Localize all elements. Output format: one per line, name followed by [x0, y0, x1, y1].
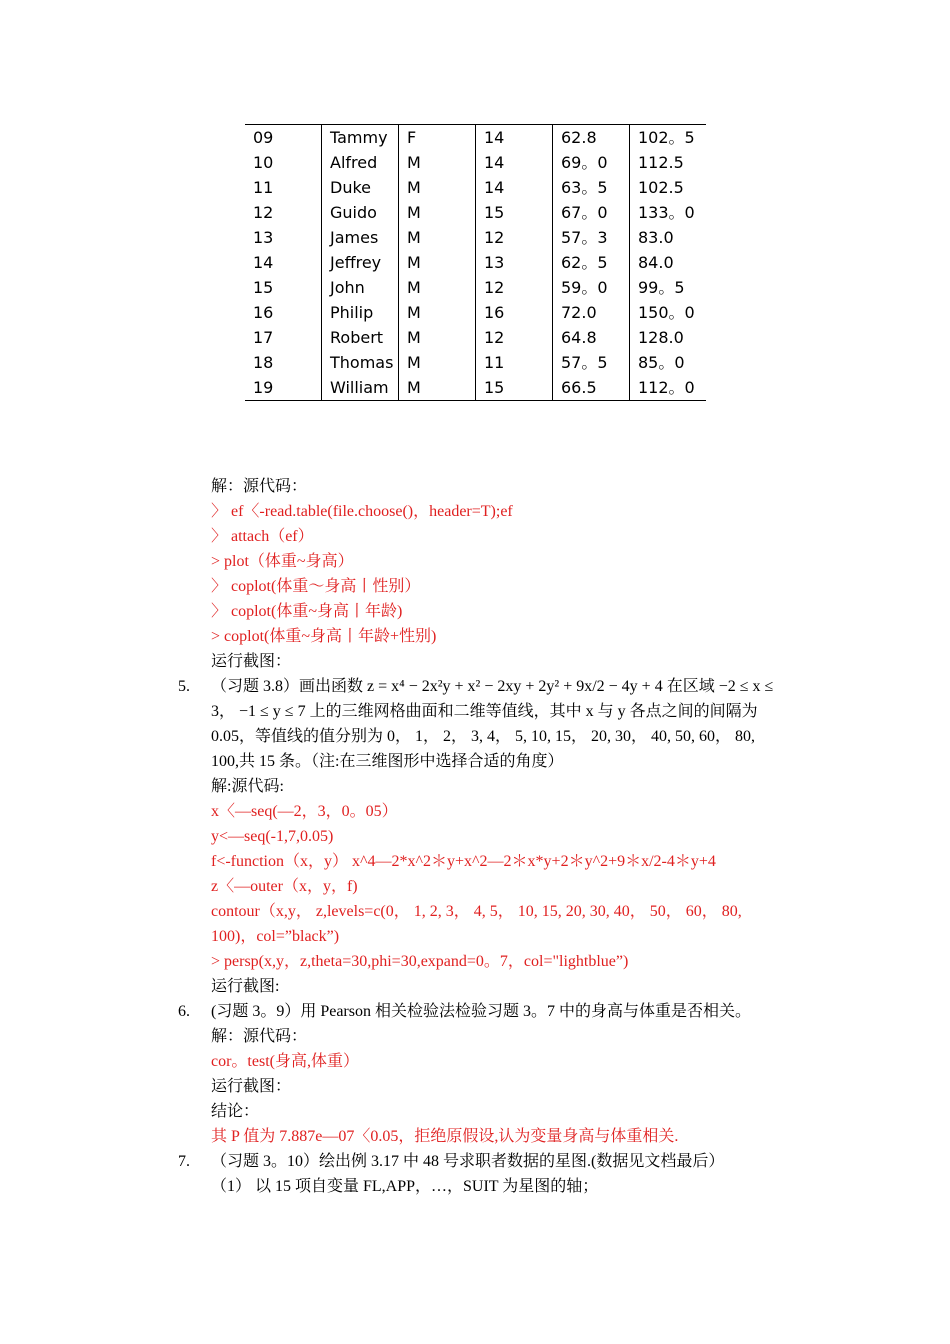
item-number: 5. — [178, 678, 190, 695]
code-line: > plot（体重~身高） — [211, 553, 354, 570]
table-cell: M — [399, 150, 476, 175]
table-cell: 83.0 — [630, 225, 707, 250]
solution-label: 解：源代码： — [211, 478, 308, 495]
table-cell: 15 — [476, 200, 553, 225]
table-cell: 62。5 — [553, 250, 630, 275]
code-line: x〈—seq(—2，3，0。05） — [211, 803, 398, 820]
screenshot-label: 运行截图： — [211, 653, 292, 670]
table-row — [245, 150, 706, 175]
problem-text: （习题 3。10）绘出例 3.17 中 48 号求职者数据的星图.(数据见文档最后） — [211, 1153, 725, 1170]
table-cell: M — [399, 225, 476, 250]
student-data-table — [245, 124, 706, 401]
conclusion-text: 其 P 值为 7.887e—07〈0.05，拒绝原假设,认为变量身高与体重相关. — [211, 1128, 679, 1145]
code-line: f<-function（x，y） x^4—2*x^2＊y+x^2—2＊x*y+2＊y^2+9＊x/2-4＊y+4 — [211, 853, 716, 870]
table-cell: 99。5 — [630, 275, 707, 300]
table-cell: 14 — [476, 150, 553, 175]
table-cell: 13 — [476, 250, 553, 275]
problem-text: 100,共 15 条。（注:在三维图形中选择合适的角度） — [211, 753, 564, 770]
solution-label: 解：源代码： — [211, 1028, 308, 1045]
code-line: cor。test(身高,体重） — [211, 1053, 359, 1070]
table-cell: M — [399, 350, 476, 375]
table-cell: 112。0 — [630, 375, 707, 401]
item-number: 6. — [178, 1003, 190, 1020]
code-line: > coplot(体重~身高丨年龄+性别) — [211, 628, 437, 645]
table-cell: Thomas — [322, 350, 399, 375]
table-cell: William — [322, 375, 399, 401]
table-cell: 63。5 — [553, 175, 630, 200]
code-line: 〉 coplot(体重~身高丨年龄) — [211, 603, 403, 620]
table-cell: M — [399, 375, 476, 401]
screenshot-label: 运行截图： — [211, 1078, 292, 1095]
table-cell: 09 — [245, 125, 322, 151]
table-cell: M — [399, 275, 476, 300]
screenshot-label: 运行截图: — [211, 978, 280, 995]
table-cell: 84.0 — [630, 250, 707, 275]
code-line: > persp(x,y，z,theta=30,phi=30,expand=0。7，col="lightblue”) — [211, 953, 629, 970]
table-cell: M — [399, 300, 476, 325]
table-row — [245, 125, 706, 151]
code-line: 〉 ef〈-read.table(file.choose()，header=T);ef — [211, 503, 513, 520]
sub-item-text: （1） 以 15 项自变量 FL,APP，…，SUIT 为星图的轴； — [211, 1178, 599, 1195]
table-cell: 11 — [476, 350, 553, 375]
table-cell: 64.8 — [553, 325, 630, 350]
table-cell: 18 — [253, 353, 274, 372]
table-cell: F — [399, 125, 476, 151]
table-row — [245, 300, 706, 325]
table-row — [245, 250, 706, 275]
table-cell: 13 — [253, 228, 274, 247]
table-row — [245, 350, 706, 375]
problem-text: （习题 3.8）画出函数 z = x⁴ − 2x²y + x² − 2xy + 2y² + 9x/2 − 4y + 4 在区域 −2 ≤ x ≤ — [211, 678, 774, 695]
table-cell: Robert — [322, 325, 399, 350]
table-cell: M — [399, 325, 476, 350]
table-cell: 69。0 — [553, 150, 630, 175]
table-row — [245, 175, 706, 200]
table-cell: Tammy — [322, 125, 399, 151]
table-cell: 102。5 — [630, 125, 707, 151]
table-cell: 10 — [253, 153, 274, 172]
code-line: 〉 coplot(体重～身高丨性别） — [211, 578, 421, 595]
table-cell: Jeffrey — [322, 250, 399, 275]
table-cell: 57。3 — [553, 225, 630, 250]
code-line: 〉 attach（ef） — [211, 528, 314, 545]
table-cell: Alfred — [322, 150, 399, 175]
solution-label: 解:源代码: — [211, 778, 284, 795]
table-cell: 16 — [476, 300, 553, 325]
table-cell: 67。0 — [553, 200, 630, 225]
table-cell: 66.5 — [553, 375, 630, 401]
item-number: 7. — [178, 1153, 190, 1170]
problem-text: 3， −1 ≤ y ≤ 7 上的三维网格曲面和二维等值线，其中 x 与 y 各点之间的间隔为 — [211, 703, 758, 720]
table-cell: 150。0 — [630, 300, 707, 325]
code-line: y<—seq(-1,7,0.05) — [211, 828, 334, 845]
table-cell: 11 — [253, 178, 274, 197]
table-row — [245, 275, 706, 300]
table-cell: 57。5 — [553, 350, 630, 375]
table-row — [245, 375, 706, 401]
table-row — [245, 200, 706, 225]
table-cell: 15 — [476, 375, 553, 401]
table-cell: 15 — [253, 278, 274, 297]
table-cell: 14 — [476, 175, 553, 200]
table-row — [245, 325, 706, 350]
table-cell: 85。0 — [630, 350, 707, 375]
table-cell: 59。0 — [553, 275, 630, 300]
table-cell: James — [322, 225, 399, 250]
table-cell: M — [399, 175, 476, 200]
table-cell: Duke — [322, 175, 399, 200]
table-cell: 62.8 — [553, 125, 630, 151]
problem-text: 0.05，等值线的值分别为 0， 1， 2， 3, 4， 5, 10, 15， 20, 30， 40, 50, 60， 80, — [211, 728, 756, 745]
code-line: 100)，col=”black”) — [211, 928, 340, 945]
conclusion-label: 结论： — [211, 1103, 260, 1120]
table-row — [245, 225, 706, 250]
table-cell: M — [399, 250, 476, 275]
table-cell: 17 — [253, 328, 274, 347]
table-cell: 102.5 — [630, 175, 707, 200]
table-cell: 112.5 — [630, 150, 707, 175]
table-cell: 14 — [253, 253, 274, 272]
table-cell: 14 — [476, 125, 553, 151]
table-cell: 19 — [245, 375, 322, 401]
table-cell: 72.0 — [553, 300, 630, 325]
code-line: contour（x,y， z,levels=c(0， 1, 2, 3， 4, 5， 10, 15, 20, 30, 40， 50， 60， 80, — [211, 903, 742, 920]
table-cell: 133。0 — [630, 200, 707, 225]
problem-text: (习题 3。9）用 Pearson 相关检验法检验习题 3。7 中的身高与体重是否相关。 — [211, 1003, 751, 1020]
table-cell: 12 — [476, 325, 553, 350]
table-cell: 12 — [476, 275, 553, 300]
table-cell: John — [322, 275, 399, 300]
table-cell: Guido — [322, 200, 399, 225]
code-line: z〈—outer（x，y，f) — [211, 878, 358, 895]
table-cell: 128.0 — [630, 325, 707, 350]
table-cell: Philip — [322, 300, 399, 325]
table-cell: 12 — [253, 203, 274, 222]
table-cell: 16 — [253, 303, 274, 322]
table-cell: 12 — [476, 225, 553, 250]
table-cell: M — [399, 200, 476, 225]
